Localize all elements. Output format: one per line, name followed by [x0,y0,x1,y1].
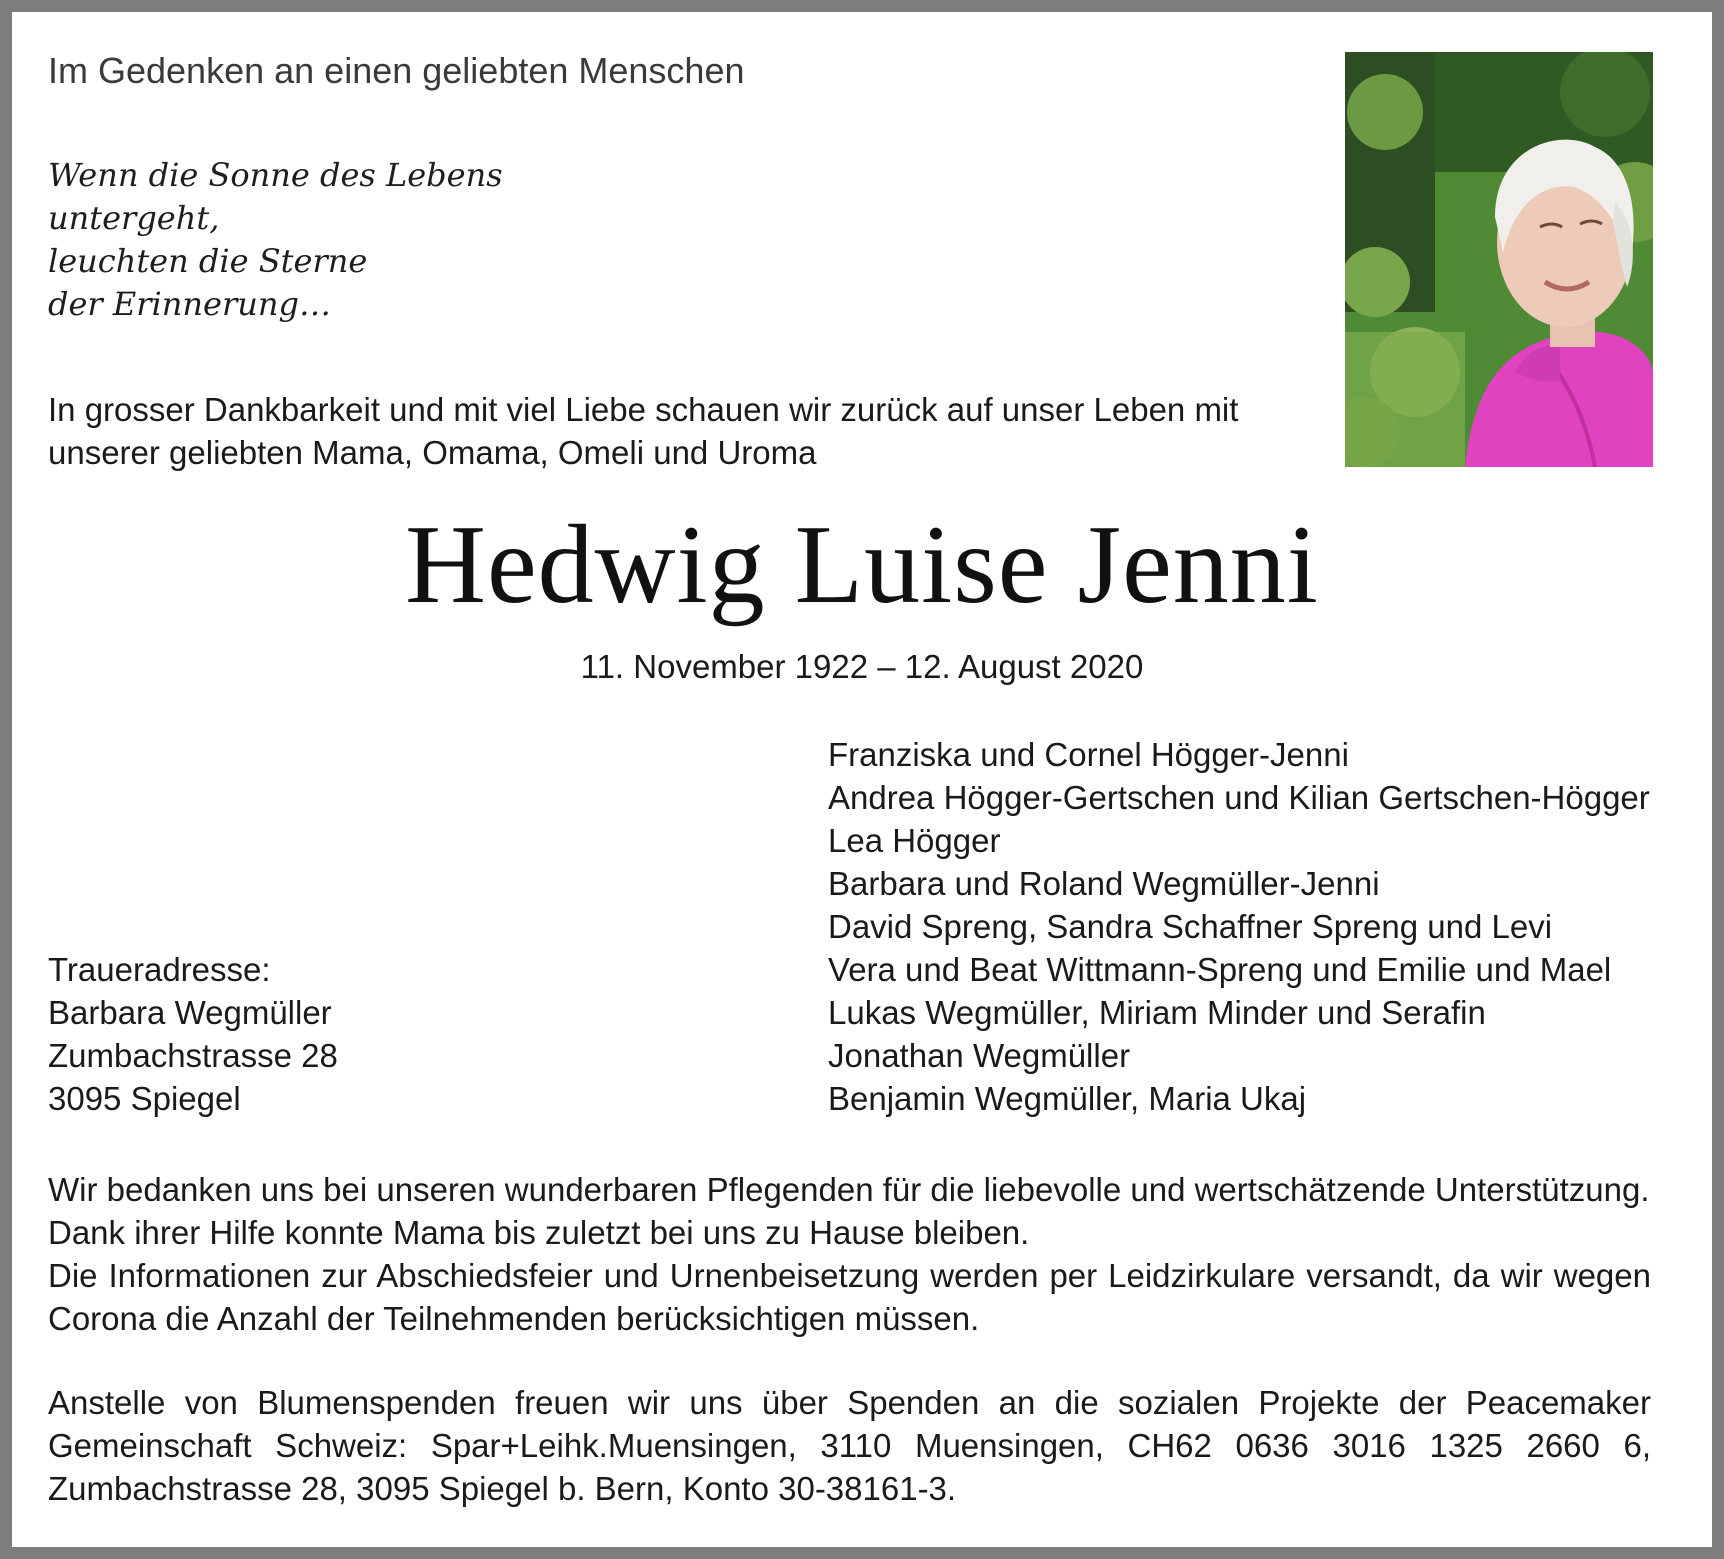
thanks-paragraph [48,1168,1651,1340]
mourner-line: David Spreng, Sandra Schaffner Spreng und Levi [828,908,1553,945]
intro-line: In grosser Dankbarkeit und mit viel Liebe schauen wir zurück auf unser Leben mit [48,391,1239,428]
thanks-line: Dank ihrer Hilfe konnte Mama bis zuletzt bei uns zu Hause bleiben. [48,1214,1030,1251]
address-line: 3095 Spiegel [48,1080,241,1117]
poem-line: leuchten die Sterne [48,242,368,280]
ceremony-info: Die Informationen zur Abschiedsfeier und Urnenbeisetzung werden per Leidzirkulare versandt, da wir wegen Corona die Anzahl der Teilnehmenden berücksichtigen müssen. [48,1257,1651,1337]
memorial-heading: Im Gedenken an einen geliebten Menschen [48,50,745,91]
poem [48,154,503,326]
intro-text [48,388,1238,474]
mourners-list [828,733,1650,1120]
mourner-line: Andrea Högger-Gertschen und Kilian Gertschen-Högger [828,779,1650,816]
mourner-line: Vera und Beat Wittmann-Spreng und Emilie und Mael [828,951,1612,988]
address-line: Barbara Wegmüller [48,994,332,1031]
mourner-line: Barbara und Roland Wegmüller-Jenni [828,865,1380,902]
poem-line: Wenn die Sonne des Lebens [48,156,503,194]
poem-line: der Erinnerung… [48,285,331,323]
intro-line: unserer geliebten Mama, Omama, Omeli und Uroma [48,434,817,471]
mourner-line: Jonathan Wegmüller [828,1037,1131,1074]
mourner-line: Lukas Wegmüller, Miriam Minder und Serafin [828,994,1486,1031]
mourner-line: Lea Högger [828,822,1001,859]
poem-line: untergeht, [48,199,220,237]
donations-text: Anstelle von Blumenspenden freuen wir uns über Spenden an die sozialen Projekte der Peacemaker Gemeinschaft Schweiz: Spar+Leihk.Muensingen, 3110 Muensingen, CH62 0636 3016 1325 2660 6, Zumbachstrasse 28, 3095 Spiegel b. Bern, Konto 30-38161-3. [48,1384,1651,1507]
mourner-line: Benjamin Wegmüller, Maria Ukaj [828,1080,1307,1117]
mourner-line: Franziska und Cornel Högger-Jenni [828,736,1349,773]
mourning-address [48,948,338,1120]
portrait-illustration [1345,52,1653,467]
portrait-photo [1345,52,1653,467]
address-line: Zumbachstrasse 28 [48,1037,338,1074]
donations-paragraph [48,1381,1651,1510]
thanks-line: Wir bedanken uns bei unseren wunderbaren Pflegenden für die liebevolle und wertschätzende Unterstützung. [48,1171,1650,1208]
deceased-name: Hedwig Luise Jenni [405,503,1319,627]
address-label: Traueradresse: [48,951,271,988]
life-dates: 11. November 1922 – 12. August 2020 [580,648,1144,685]
